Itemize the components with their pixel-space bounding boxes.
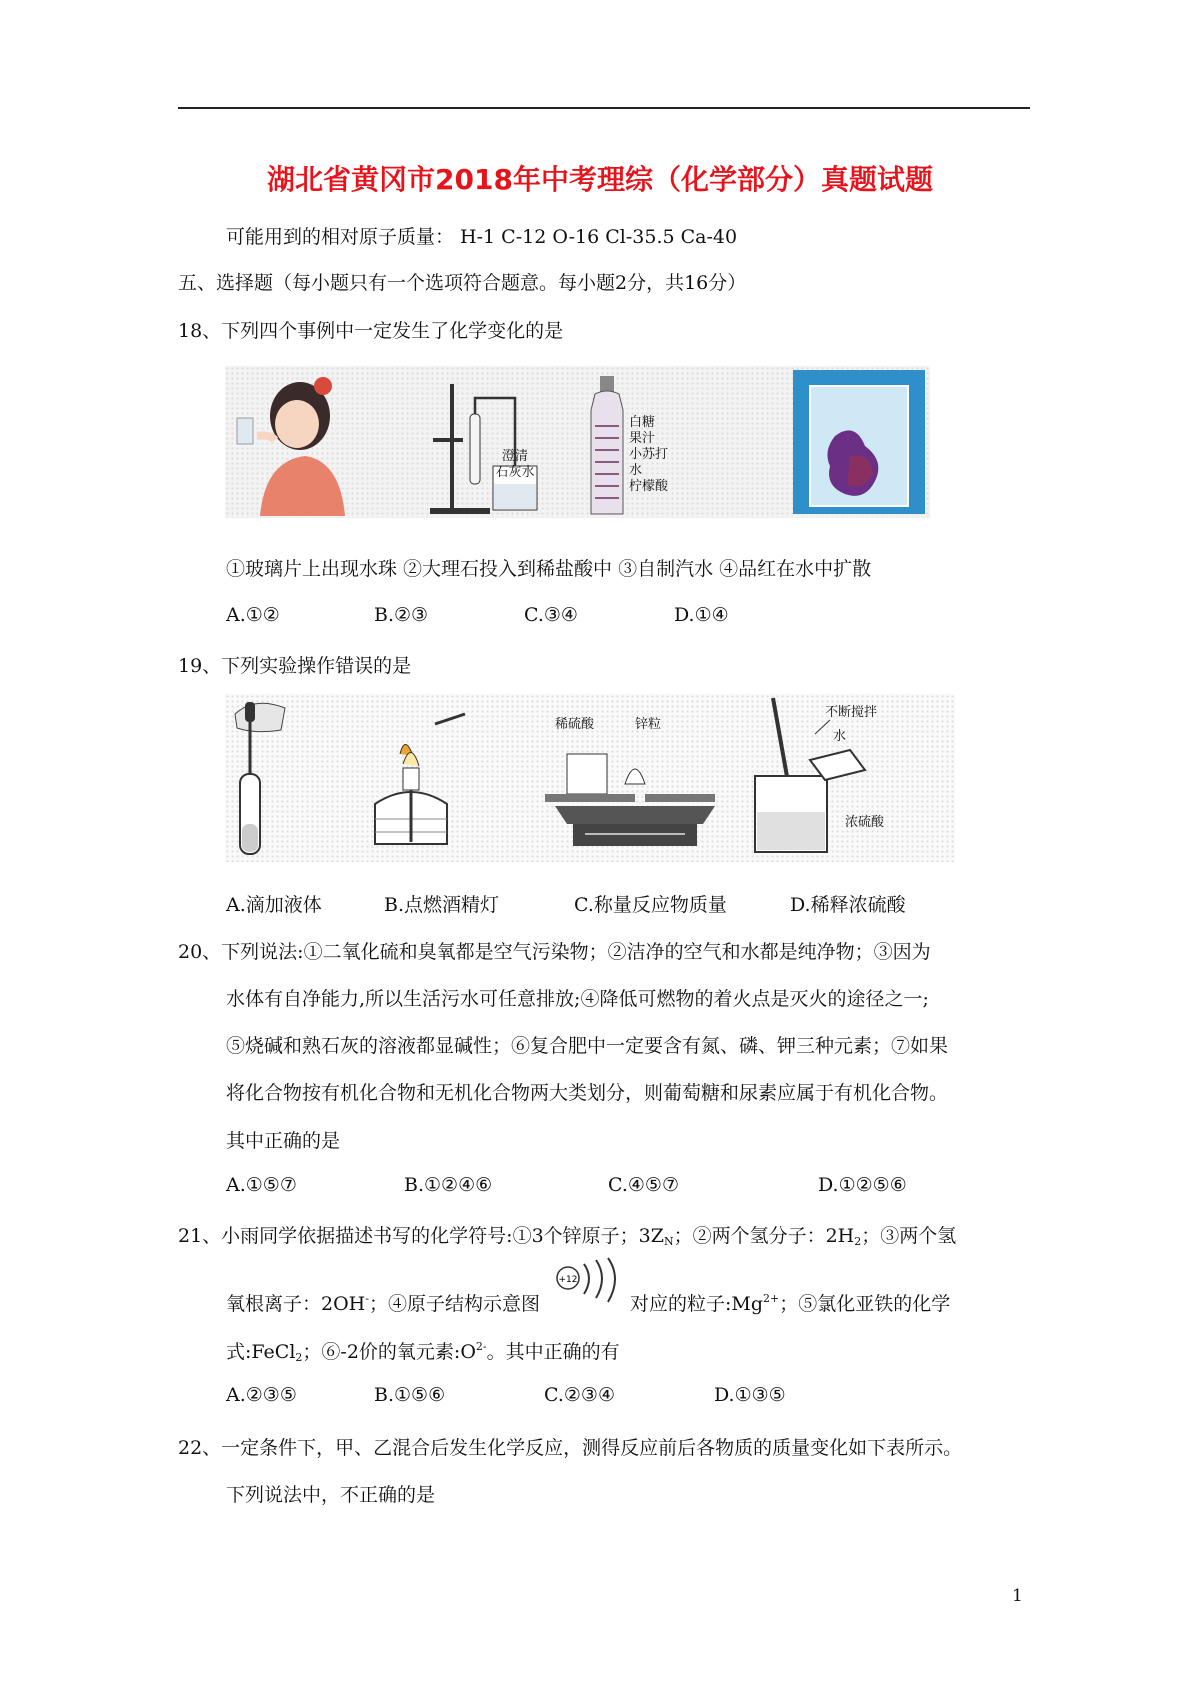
soda-label-5: 柠檬酸 [629,479,669,494]
soda-label-2: 果汁 [629,431,656,446]
q18-stem: 18、下列四个事例中一定发生了化学变化的是 [178,320,564,342]
q20-option-d[interactable]: D.①②⑤⑥ [818,1174,907,1196]
q21-line-1-part-b: ；②两个氢分子：2H [673,1225,855,1247]
dilution-illustration [755,698,885,852]
atom-nucleus-label: +12 [558,1275,578,1285]
concentrated-sulfuric-acid-label: 浓硫酸 [845,815,885,830]
page-number: 1 [1012,1586,1023,1606]
section-heading: 五、选择题（每小题只有一个选项符合题意。每小题2分，共16分） [178,272,747,294]
q21-line-2-sup-2: 2+ [763,1292,780,1305]
atomic-structure-svg [554,1256,626,1308]
q21-line-2-part-d: ；⑤氯化亚铁的化学 [779,1293,951,1315]
q19-figure-strip [225,694,955,862]
limewater-apparatus-illustration [430,384,537,514]
q18-option-c[interactable]: C.③④ [524,604,578,626]
q21-line-3-part-c: 。其中正确的有 [486,1341,620,1363]
atomic-structure-diagram [554,1256,626,1308]
q19-option-c[interactable]: C.称量反应物质量 [574,894,727,916]
q21-line-1-part-c: ；③两个氢 [861,1225,957,1247]
q18-option-a[interactable]: A.①② [226,604,280,626]
q21-line-3 [226,1337,620,1364]
header-rule [178,107,1030,109]
q21-option-b[interactable]: B.①⑤⑥ [374,1384,446,1406]
q20-line-2: 水体有自净能力,所以生活污水可任意排放;④降低可燃物的着火点是灭火的途径之一; [226,988,929,1010]
q22-line-1: 22、一定条件下，甲、乙混合后发生化学反应，测得反应前后各物质的质量变化如下表所示。 [178,1437,963,1459]
q21-option-a[interactable]: A.②③⑤ [226,1384,297,1406]
soda-label-3: 小苏打 [629,447,669,462]
q18-figure-svg [225,366,930,518]
water-label: 水 [833,729,847,744]
q20-option-b[interactable]: B.①②④⑥ [404,1174,493,1196]
q21-option-d[interactable]: D.①③⑤ [714,1384,786,1406]
q21-line-1 [178,1221,956,1248]
girl-breathing-illustration [237,377,345,516]
q21-line-1-sub-2: 2 [854,1235,862,1248]
balance-illustration [545,716,715,846]
q19-option-a[interactable]: A.滴加液体 [226,894,322,916]
keep-stirring-label: 不断搅拌 [825,705,878,720]
q18-figure-strip [225,366,930,518]
q21-line-1-sub-1: N [663,1235,674,1248]
q18-option-b[interactable]: B.②③ [374,604,429,626]
q20-line-4: 将化合物按有机化合物和无机化合物两大类划分，则葡萄糖和尿素应属于有机化合物。 [226,1082,949,1104]
dropper-illustration [235,702,285,854]
soda-label-1: 白糖 [629,415,656,430]
q21-line-2-part-b: ；④原子结构示意图 [368,1293,540,1315]
q21-line-2-a [226,1289,540,1316]
q20-option-a[interactable]: A.①⑤⑦ [226,1174,297,1196]
q21-line-2-sup-1: - [365,1292,369,1305]
q21-option-c[interactable]: C.②③④ [544,1384,615,1406]
homemade-soda-bottle-illustration [591,376,669,514]
q18-option-d[interactable]: D.①④ [674,604,729,626]
q19-figure-svg [225,694,955,862]
q21-line-2-part-c: 对应的粒子:Mg [630,1293,764,1315]
limewater-label-1: 澄清 [501,449,529,464]
dye-diffusion-illustration [793,370,925,514]
q21-line-3-sup: 2- [475,1340,487,1353]
q21-line-2-b [630,1289,950,1316]
q21-line-2-part-a: 氧根离子：2OH [226,1293,366,1315]
zinc-granules-label: 锌粒 [635,717,662,732]
q19-stem: 19、下列实验操作错误的是 [178,655,412,677]
page-title: 湖北省黄冈市2018年中考理综（化学部分）真题试题 [267,163,933,196]
q22-line-2: 下列说法中，不正确的是 [226,1484,436,1506]
atomic-mass-note: 可能用到的相对原子质量： H-1 C-12 O-16 Cl-35.5 Ca-40 [226,226,738,248]
q20-line-3: ⑤烧碱和熟石灰的溶液都显碱性；⑥复合肥中一定要含有氮、磷、钾三种元素；⑦如果 [226,1035,949,1057]
q21-line-1-part-a: 21、小雨同学依据描述书写的化学符号:①3个锌原子；3Z [178,1225,664,1247]
q20-line-5: 其中正确的是 [226,1130,341,1152]
q19-option-d[interactable]: D.稀释浓硫酸 [790,894,906,916]
q18-captions: ①玻璃片上出现水珠 ②大理石投入到稀盐酸中 ③自制汽水 ④品红在水中扩散 [226,558,872,580]
q19-option-b[interactable]: B.点燃酒精灯 [384,894,500,916]
alcohol-lamp-illustration [375,714,465,844]
q21-line-3-sub: 2 [295,1351,303,1364]
q21-line-3-part-a: 式:FeCl [226,1341,296,1363]
q21-line-3-part-b: ；⑥-2价的氧元素:O [302,1341,476,1363]
q20-line-1: 20、下列说法:①二氧化硫和臭氧都是空气污染物；②洁净的空气和水都是纯净物；③因为 [178,941,931,963]
soda-label-4: 水 [629,463,643,478]
dilute-sulfuric-acid-label: 稀硫酸 [555,717,595,732]
q20-option-c[interactable]: C.④⑤⑦ [608,1174,679,1196]
limewater-label-2: 石灰水 [495,465,535,480]
